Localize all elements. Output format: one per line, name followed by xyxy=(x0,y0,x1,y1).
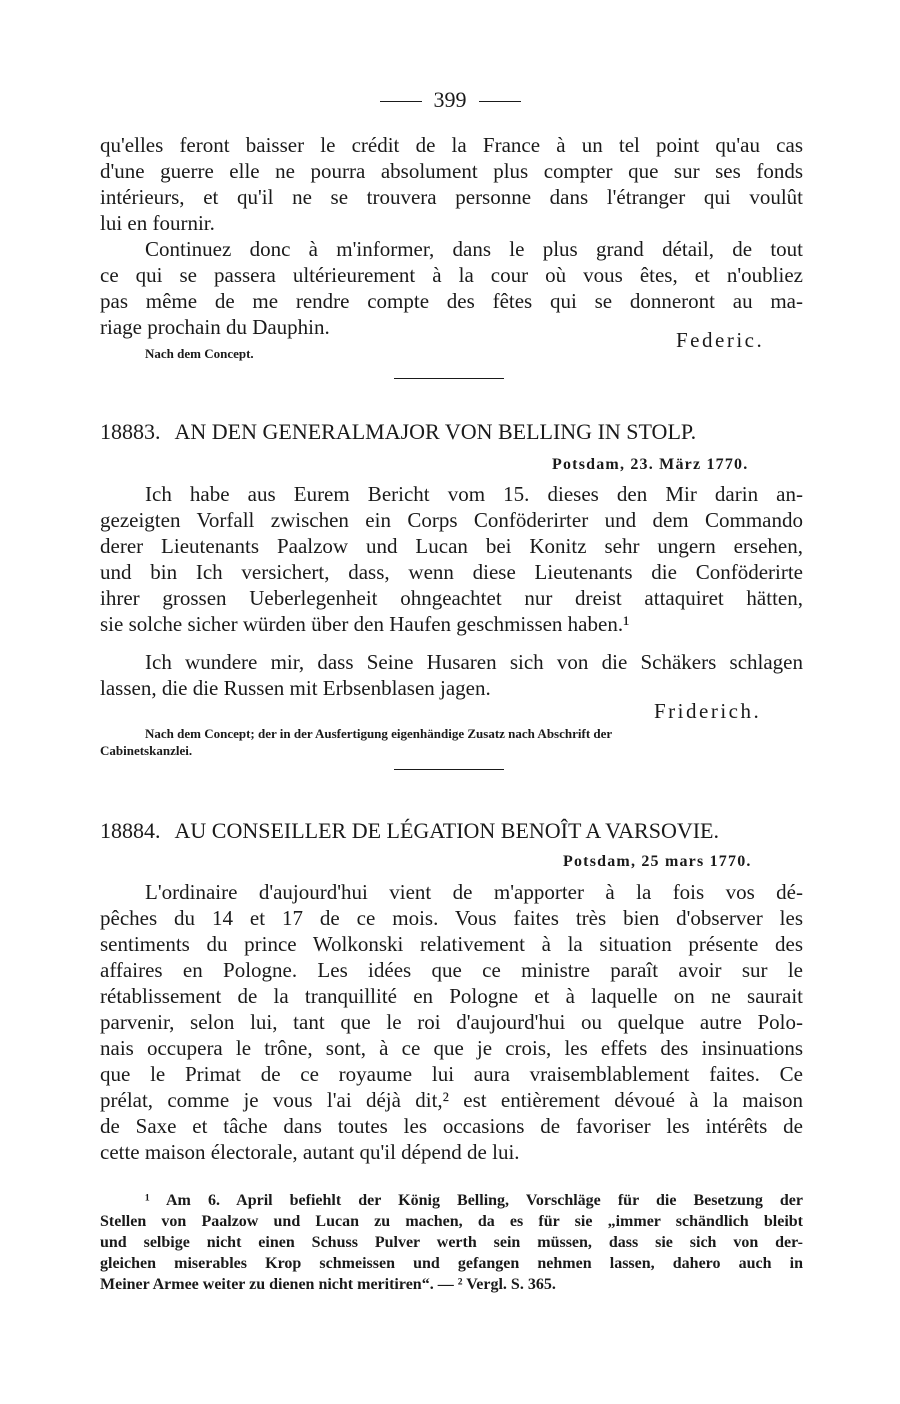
text-line: affaires en Pologne. Les idées que ce ministre paraît avoir sur le xyxy=(100,958,803,982)
text-line: de Saxe et tâche dans toutes les occasions de favoriser les intérêts de xyxy=(100,1114,803,1138)
footnote-line: und selbige nicht einen Schuss Pulver werth sein müssen, dass sie sich von der- xyxy=(100,1234,803,1251)
text-line: cette maison électorale, autant qu'il dépend de lui. xyxy=(100,1140,520,1164)
text-line: d'une guerre elle ne pourra absolument plus compter que sur ses fonds xyxy=(100,159,803,183)
footnote-line: Stellen von Paalzow und Lucan zu machen, da es für sie „immer schändlich bleibt xyxy=(100,1213,803,1230)
text-line: qu'elles feront baisser le crédit de la France à un tel point qu'au cas xyxy=(100,133,803,157)
text-line: Continuez donc à m'informer, dans le plus grand détail, de tout xyxy=(145,237,803,261)
text-line: lui en fournir. xyxy=(100,211,215,235)
page-number: 399 xyxy=(433,87,467,112)
text-line: nais occupera le trône, sont, à ce que je crois, les effets des insinuations xyxy=(100,1036,803,1060)
section-divider xyxy=(394,769,504,770)
text-line: que le Primat de ce royaume lui aura vraisemblablement faites. Ce xyxy=(100,1062,803,1086)
letter-number: 18883. xyxy=(100,419,161,444)
header-dash-left xyxy=(380,101,422,102)
letter-addressee: AU CONSEILLER DE LÉGATION BENOÎT A VARSOVIE. xyxy=(174,818,719,843)
text-line: lassen, die die Russen mit Erbsenblasen jagen. xyxy=(100,676,491,700)
text-line: derer Lieutenants Paalzow und Lucan bei Konitz sehr ungern ersehen, xyxy=(100,534,803,558)
text-line: pas même de me rendre compte des fêtes qui se donneront au ma- xyxy=(100,289,803,313)
source-note-continued: Cabinetskanzlei. xyxy=(100,743,193,758)
text-line: rétablissement de la tranquillité en Pologne et à laquelle on ne saurait xyxy=(100,984,803,1008)
signature: Friderich. xyxy=(654,699,762,723)
dateline: Potsdam, 23. März 1770. xyxy=(552,456,749,473)
section-divider xyxy=(394,378,504,379)
text-line: gezeigten Vorfall zwischen ein Corps Conföderirter und dem Commando xyxy=(100,508,803,532)
footnote-line: Meiner Armee weiter zu dienen nicht meritiren“. — ² Vergl. S. 365. xyxy=(100,1276,556,1293)
letter-addressee: AN DEN GENERALMAJOR VON BELLING IN STOLP. xyxy=(174,419,697,444)
text-line: prélat, comme je vous l'ai déjà dit,² est entièrement dévoué à la maison xyxy=(100,1088,803,1112)
letter-heading xyxy=(100,418,805,446)
page-header xyxy=(0,86,900,114)
text-line: Ich habe aus Eurem Bericht vom 15. dieses den Mir darin an- xyxy=(145,482,803,506)
text-line: sentiments du prince Wolkonski relativement à la situation présente des xyxy=(100,932,803,956)
footnote-line: ¹ Am 6. April befiehlt der König Belling, Vorschläge für die Besetzung der xyxy=(145,1192,803,1209)
text-line: intérieurs, et qu'il ne se trouvera personne dans l'étranger qui voulût xyxy=(100,185,803,209)
footnote-line: gleichen miserables Krop schmeissen und gefangen nehmen lassen, dahero auch in xyxy=(100,1255,803,1272)
text-line: sie solche sicher würden über den Haufen geschmissen haben.¹ xyxy=(100,612,630,636)
text-line: und bin Ich versichert, dass, wenn diese Lieutenants die Conföderirte xyxy=(100,560,803,584)
source-note: Nach dem Concept. xyxy=(145,346,254,361)
text-line: L'ordinaire d'aujourd'hui vient de m'apporter à la fois vos dé- xyxy=(145,880,803,904)
signature: Federic. xyxy=(676,328,765,352)
text-line: ihrer grossen Ueberlegenheit ohngeachtet nur dreist attaquiret hätten, xyxy=(100,586,803,610)
letter-number: 18884. xyxy=(100,818,161,843)
dateline: Potsdam, 25 mars 1770. xyxy=(563,853,752,870)
letter-heading xyxy=(100,817,805,845)
text-line: pêches du 14 et 17 de ce mois. Vous faites très bien d'observer les xyxy=(100,906,803,930)
text-line: riage prochain du Dauphin. xyxy=(100,315,330,339)
text-line: parvenir, selon lui, tant que le roi d'aujourd'hui ou quelque autre Polo- xyxy=(100,1010,803,1034)
source-note: Nach dem Concept; der in der Ausfertigung eigenhändige Zusatz nach Abschrift der xyxy=(145,726,613,741)
text-line: Ich wundere mir, dass Seine Husaren sich von die Schäkers schlagen xyxy=(145,650,803,674)
header-dash-right xyxy=(479,101,521,102)
text-line: ce qui se passera ultérieurement à la cour où vous êtes, et n'oubliez xyxy=(100,263,803,287)
